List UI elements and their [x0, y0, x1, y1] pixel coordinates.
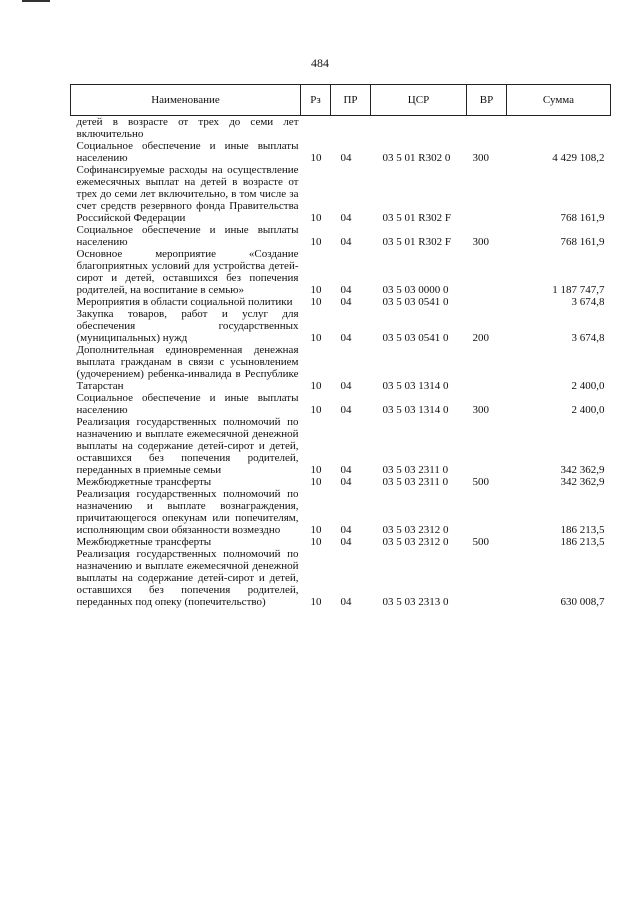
cell-name: Межбюджетные трансферты: [76, 476, 212, 488]
cell-pr: 04: [340, 380, 352, 392]
table-row: [71, 416, 611, 476]
cell-sum: 4 429 108,2: [552, 152, 605, 164]
cell-csr: 03 5 03 0541 0: [382, 332, 449, 344]
cell-csr: 03 5 03 2311 0: [382, 476, 449, 488]
cell-pr: 04: [340, 152, 352, 164]
header-vr: ВР: [467, 85, 507, 116]
cell-pr: 04: [340, 596, 352, 608]
cell-sum: 186 213,5: [560, 536, 605, 548]
top-edge-mark: [22, 0, 50, 2]
cell-rz: 10: [310, 404, 322, 416]
cell-pr: [331, 116, 371, 141]
cell-pr: 04: [340, 284, 352, 296]
cell-csr: 03 5 03 0541 0: [382, 296, 449, 308]
table-row: [71, 476, 611, 488]
cell-rz: 10: [310, 332, 322, 344]
cell-name: Социальное обеспечение и иные выплаты населению: [76, 392, 299, 416]
cell-sum: [507, 116, 611, 141]
cell-vr: 300: [472, 236, 489, 248]
cell-name: детей в возрасте от трех до семи лет включительно: [76, 116, 299, 140]
table-row: [71, 344, 611, 392]
cell-csr: 03 5 01 R302 F: [382, 212, 451, 224]
table-row: [71, 296, 611, 308]
cell-vr: [467, 296, 507, 308]
table-row: [71, 116, 611, 141]
table-row: [71, 224, 611, 248]
cell-csr: 03 5 03 2311 0: [382, 464, 449, 476]
header-sum: Сумма: [507, 85, 611, 116]
cell-csr: 03 5 03 1314 0: [382, 404, 449, 416]
header-pr: ПР: [331, 85, 371, 116]
cell-name: Реализация государственных полномочий по назначению и выплате ежемесячной денежной выплаты на содержание детей-сирот и детей, оставшихся без попечения родителей, переданных под опеку (попечительство): [76, 548, 299, 608]
cell-pr: 04: [340, 524, 352, 536]
header-rz: Рз: [301, 85, 331, 116]
cell-sum: 342 362,9: [560, 476, 605, 488]
cell-vr: [467, 248, 507, 296]
table-row: [71, 392, 611, 416]
cell-sum: 1 187 747,7: [552, 284, 605, 296]
cell-name: Софинансируемые расходы на осуществление ежемесячных выплат на детей в возрасте от трех до семи лет включительно, в том числе за счет средств резервного фонда Правительства Российской Федерации: [76, 164, 299, 224]
cell-rz: 10: [310, 476, 322, 488]
cell-sum: 342 362,9: [560, 464, 605, 476]
cell-rz: 10: [310, 284, 322, 296]
cell-name: Основное мероприятие «Создание благоприятных условий для устройства детей-сирот и детей, оставшихся без попечения родителей, на воспитание в семью»: [76, 248, 299, 296]
cell-vr: 300: [472, 404, 489, 416]
cell-name: Мероприятия в области социальной политики: [76, 296, 293, 308]
cell-sum: 2 400,0: [571, 380, 605, 392]
cell-sum: 630 008,7: [560, 596, 605, 608]
cell-pr: 04: [340, 536, 352, 548]
cell-rz: 10: [310, 524, 322, 536]
cell-vr: [467, 344, 507, 392]
cell-csr: 03 5 01 R302 0: [382, 152, 451, 164]
cell-name: Социальное обеспечение и иные выплаты населению: [76, 140, 299, 164]
cell-csr: 03 5 03 1314 0: [382, 380, 449, 392]
table-row: [71, 536, 611, 548]
cell-csr: 03 5 03 0000 0: [382, 284, 449, 296]
cell-sum: 768 161,9: [560, 236, 605, 248]
table-row: [71, 308, 611, 344]
cell-pr: 04: [340, 212, 352, 224]
table-row: [71, 140, 611, 164]
cell-csr: 03 5 03 2313 0: [382, 596, 449, 608]
page-number: 484: [311, 56, 329, 70]
cell-vr: 300: [472, 152, 489, 164]
table-row: [71, 488, 611, 536]
cell-vr: 500: [472, 476, 489, 488]
cell-pr: 04: [340, 332, 352, 344]
cell-sum: 768 161,9: [560, 212, 605, 224]
table-row: [71, 248, 611, 296]
cell-vr: [467, 416, 507, 476]
cell-sum: 2 400,0: [571, 404, 605, 416]
header-row: [71, 85, 611, 116]
cell-name: Закупка товаров, работ и услуг для обеспечения государственных (муниципальных) нужд: [76, 308, 299, 344]
cell-name: Социальное обеспечение и иные выплаты населению: [76, 224, 299, 248]
cell-rz: 10: [310, 596, 322, 608]
cell-pr: 04: [340, 476, 352, 488]
cell-pr: 04: [340, 464, 352, 476]
cell-rz: 10: [310, 464, 322, 476]
cell-rz: 10: [310, 152, 322, 164]
cell-csr: 03 5 01 R302 F: [382, 236, 451, 248]
cell-name: Дополнительная единовременная денежная выплата гражданам в связи с усыновлением (удочерением) ребенка-инвалида в Республике Татарстан: [76, 344, 299, 392]
table-row: [71, 164, 611, 224]
cell-pr: 04: [340, 236, 352, 248]
cell-pr: 04: [340, 296, 352, 308]
cell-rz: 10: [310, 536, 322, 548]
table-row: [71, 548, 611, 608]
cell-vr: [467, 488, 507, 536]
cell-pr: 04: [340, 404, 352, 416]
cell-rz: 10: [310, 380, 322, 392]
cell-rz: 10: [310, 212, 322, 224]
cell-csr: 03 5 03 2312 0: [382, 536, 449, 548]
cell-name: Реализация государственных полномочий по назначению и выплате вознаграждения, причитающегося опекунам или попечителям, исполняющим свои обязанности возмездно: [76, 488, 299, 536]
cell-sum: 3 674,8: [571, 332, 605, 344]
cell-csr: [371, 116, 467, 141]
cell-sum: 3 674,8: [571, 296, 605, 308]
cell-vr: 200: [472, 332, 489, 344]
cell-vr: 500: [472, 536, 489, 548]
cell-name: Реализация государственных полномочий по назначению и выплате ежемесячной денежной выплаты на содержание детей-сирот и детей, оставшихся без попечения родителей, переданных в приемные семьи: [76, 416, 299, 476]
cell-name: Межбюджетные трансферты: [76, 536, 212, 548]
header-csr: ЦСР: [371, 85, 467, 116]
cell-sum: 186 213,5: [560, 524, 605, 536]
cell-vr: [467, 164, 507, 224]
cell-vr: [467, 116, 507, 141]
cell-rz: [301, 116, 331, 141]
cell-vr: [467, 548, 507, 608]
cell-csr: 03 5 03 2312 0: [382, 524, 449, 536]
header-name: Наименование: [71, 85, 301, 116]
cell-rz: 10: [310, 236, 322, 248]
cell-rz: 10: [310, 296, 322, 308]
budget-table: [70, 84, 611, 608]
